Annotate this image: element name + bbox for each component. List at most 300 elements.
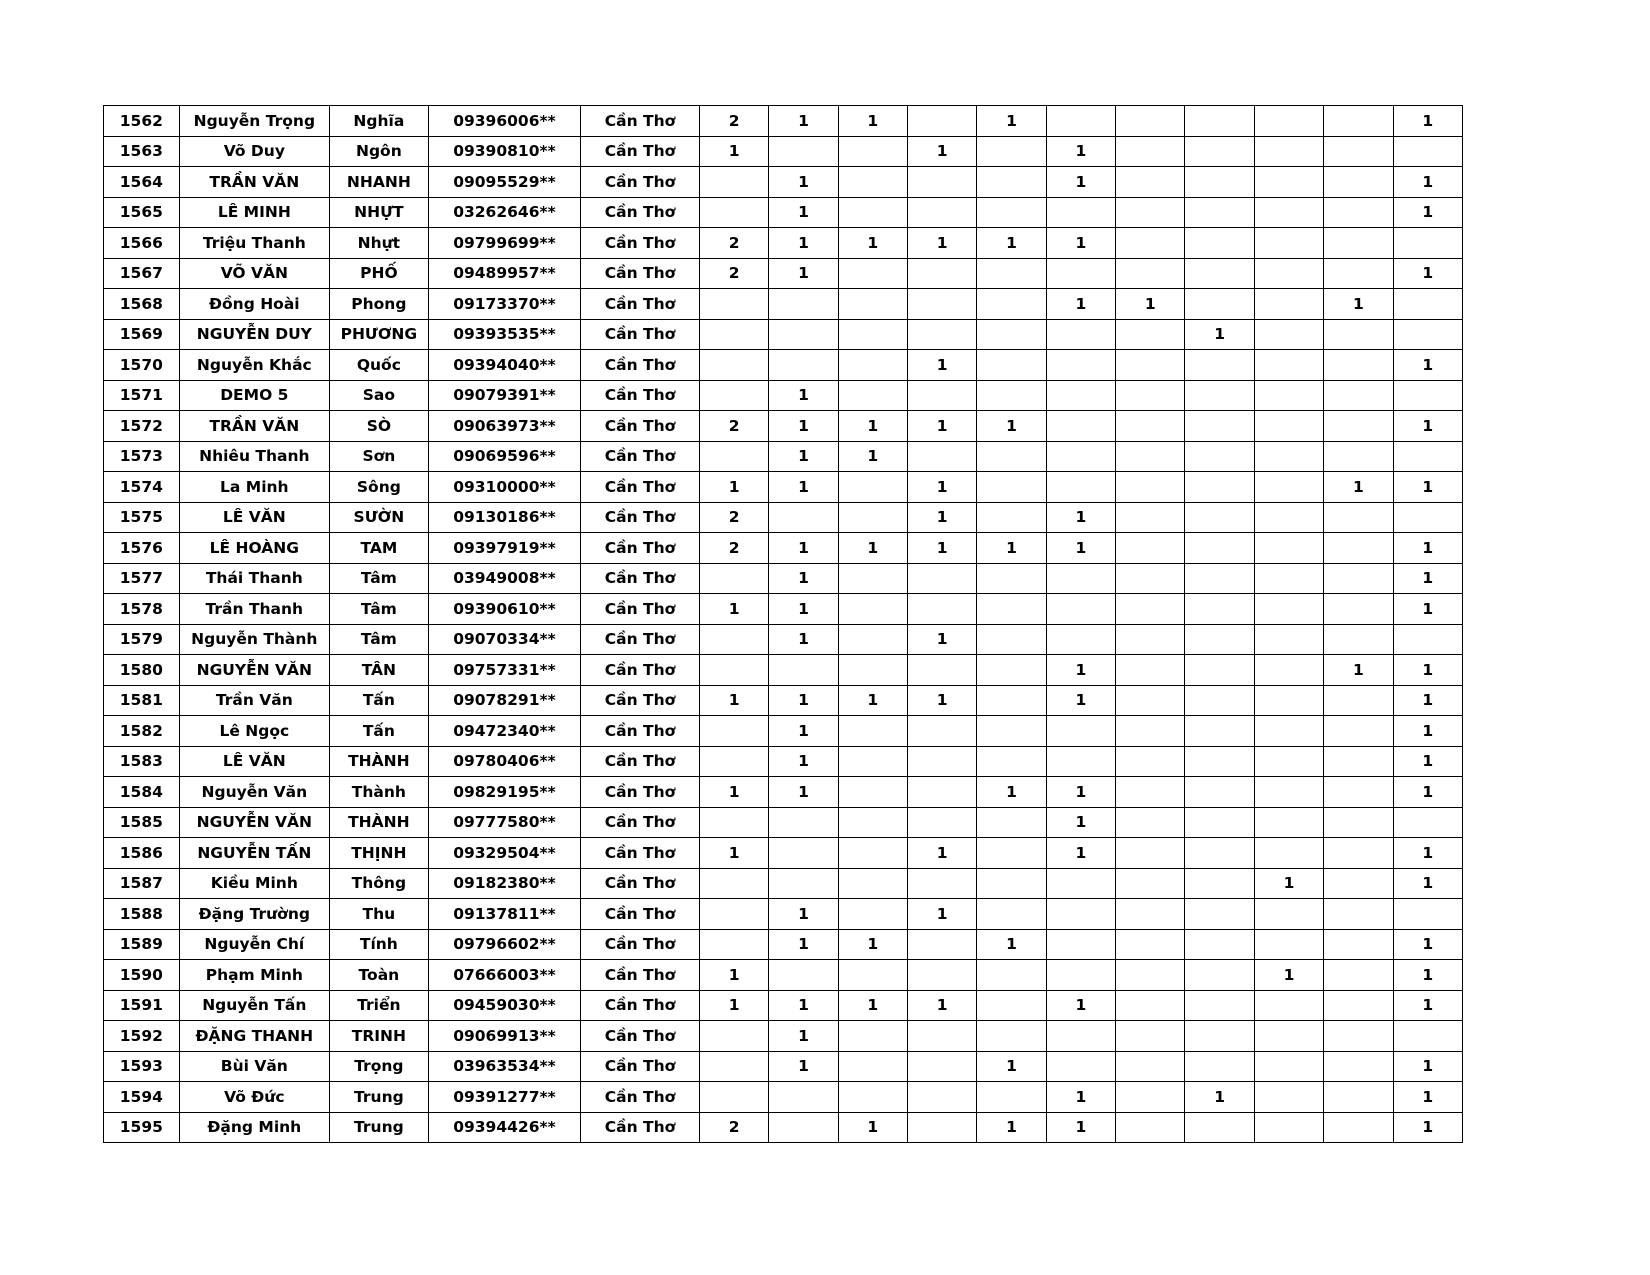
- cell-value: [1185, 136, 1254, 167]
- cell-stt: 1563: [104, 136, 180, 167]
- cell-area: Cần Thơ: [581, 136, 700, 167]
- cell-value: [1393, 624, 1462, 655]
- cell-value: 1: [769, 624, 838, 655]
- cell-value: 2: [699, 258, 768, 289]
- cell-phone: 09394426**: [428, 1112, 580, 1143]
- cell-value: [1046, 441, 1115, 472]
- cell-value: [977, 868, 1046, 899]
- cell-ho: NGUYỄN VĂN: [179, 655, 329, 686]
- cell-value: 1: [769, 594, 838, 625]
- cell-value: [1324, 441, 1393, 472]
- cell-stt: 1590: [104, 960, 180, 991]
- cell-value: 1: [769, 533, 838, 564]
- cell-stt: 1588: [104, 899, 180, 930]
- cell-stt: 1572: [104, 411, 180, 442]
- cell-value: [1185, 899, 1254, 930]
- cell-value: 1: [769, 746, 838, 777]
- cell-stt: 1574: [104, 472, 180, 503]
- cell-value: [1254, 594, 1323, 625]
- cell-ten: Sơn: [329, 441, 428, 472]
- cell-value: [699, 350, 768, 381]
- cell-value: [908, 289, 977, 320]
- cell-value: [1116, 167, 1185, 198]
- cell-value: [1254, 899, 1323, 930]
- cell-value: [1116, 502, 1185, 533]
- cell-ho: LÊ VĂN: [179, 746, 329, 777]
- cell-value: [1324, 319, 1393, 350]
- cell-value: 1: [699, 990, 768, 1021]
- cell-value: [1254, 624, 1323, 655]
- cell-ho: Phạm Minh: [179, 960, 329, 991]
- table-row: [104, 807, 1463, 838]
- cell-value: [699, 807, 768, 838]
- table-row: [104, 624, 1463, 655]
- cell-value: 1: [1393, 716, 1462, 747]
- cell-ten: NHANH: [329, 167, 428, 198]
- cell-ten: Tính: [329, 929, 428, 960]
- cell-value: 2: [699, 106, 768, 137]
- cell-value: 1: [769, 472, 838, 503]
- cell-value: 1: [769, 106, 838, 137]
- cell-value: 1: [1393, 960, 1462, 991]
- cell-value: [1185, 655, 1254, 686]
- cell-value: 1: [1254, 868, 1323, 899]
- cell-value: [1254, 197, 1323, 228]
- cell-stt: 1591: [104, 990, 180, 1021]
- cell-value: [1324, 411, 1393, 442]
- cell-phone: 09310000**: [428, 472, 580, 503]
- cell-value: 1: [838, 411, 907, 442]
- cell-value: [1254, 289, 1323, 320]
- cell-value: [977, 716, 1046, 747]
- cell-value: [1324, 807, 1393, 838]
- cell-phone: 09757331**: [428, 655, 580, 686]
- cell-value: [1254, 258, 1323, 289]
- cell-value: [977, 441, 1046, 472]
- cell-area: Cần Thơ: [581, 319, 700, 350]
- cell-value: [977, 472, 1046, 503]
- cell-ten: Tấn: [329, 716, 428, 747]
- cell-value: [1116, 990, 1185, 1021]
- cell-ho: Thái Thanh: [179, 563, 329, 594]
- cell-value: 1: [769, 685, 838, 716]
- cell-value: [977, 380, 1046, 411]
- cell-value: [1046, 960, 1115, 991]
- cell-area: Cần Thơ: [581, 380, 700, 411]
- cell-value: [1324, 899, 1393, 930]
- cell-value: [699, 197, 768, 228]
- cell-value: [1393, 319, 1462, 350]
- cell-value: [1046, 746, 1115, 777]
- cell-value: 1: [838, 441, 907, 472]
- cell-value: [1324, 502, 1393, 533]
- cell-value: 1: [1393, 777, 1462, 808]
- cell-value: [769, 868, 838, 899]
- cell-value: [1116, 350, 1185, 381]
- cell-value: [908, 655, 977, 686]
- cell-ten: NHỰT: [329, 197, 428, 228]
- cell-area: Cần Thơ: [581, 594, 700, 625]
- cell-value: [1185, 350, 1254, 381]
- cell-ho: Nguyễn Khắc: [179, 350, 329, 381]
- cell-value: [908, 807, 977, 838]
- cell-value: [1046, 411, 1115, 442]
- cell-ho: Nguyễn Trọng: [179, 106, 329, 137]
- cell-value: [1185, 838, 1254, 869]
- cell-value: 1: [1185, 1082, 1254, 1113]
- cell-value: [1185, 807, 1254, 838]
- cell-value: [699, 289, 768, 320]
- cell-value: [908, 594, 977, 625]
- cell-value: [1254, 1021, 1323, 1052]
- cell-value: [1324, 197, 1393, 228]
- cell-value: [1254, 380, 1323, 411]
- cell-value: [769, 655, 838, 686]
- cell-area: Cần Thơ: [581, 197, 700, 228]
- cell-value: [699, 563, 768, 594]
- cell-value: 1: [908, 502, 977, 533]
- cell-phone: 09796602**: [428, 929, 580, 960]
- cell-value: 1: [769, 899, 838, 930]
- cell-area: Cần Thơ: [581, 746, 700, 777]
- cell-area: Cần Thơ: [581, 563, 700, 594]
- cell-stt: 1577: [104, 563, 180, 594]
- cell-value: [699, 1051, 768, 1082]
- cell-value: [838, 594, 907, 625]
- cell-value: [1185, 563, 1254, 594]
- cell-value: 1: [1046, 777, 1115, 808]
- cell-value: [699, 624, 768, 655]
- cell-area: Cần Thơ: [581, 1021, 700, 1052]
- cell-value: 1: [699, 594, 768, 625]
- cell-value: [1185, 472, 1254, 503]
- cell-value: 1: [1046, 167, 1115, 198]
- cell-value: 1: [908, 411, 977, 442]
- cell-value: 1: [699, 685, 768, 716]
- cell-value: [1254, 563, 1323, 594]
- cell-ho: LÊ VĂN: [179, 502, 329, 533]
- cell-value: [1116, 228, 1185, 259]
- cell-value: [1046, 929, 1115, 960]
- cell-value: [1185, 197, 1254, 228]
- cell-value: [1185, 533, 1254, 564]
- cell-value: 2: [699, 228, 768, 259]
- cell-stt: 1586: [104, 838, 180, 869]
- cell-value: [1254, 990, 1323, 1021]
- cell-value: 1: [1393, 533, 1462, 564]
- cell-value: [699, 716, 768, 747]
- table-row: [104, 899, 1463, 930]
- cell-value: 1: [1393, 746, 1462, 777]
- cell-value: [769, 350, 838, 381]
- cell-value: [1254, 472, 1323, 503]
- cell-value: 1: [838, 228, 907, 259]
- cell-value: [1393, 502, 1462, 533]
- cell-value: [838, 716, 907, 747]
- cell-value: [769, 319, 838, 350]
- cell-value: [769, 838, 838, 869]
- cell-value: 1: [908, 228, 977, 259]
- cell-value: 1: [1393, 167, 1462, 198]
- cell-value: [1185, 167, 1254, 198]
- cell-ten: Tâm: [329, 594, 428, 625]
- cell-value: [977, 319, 1046, 350]
- cell-value: [908, 563, 977, 594]
- cell-value: [1185, 929, 1254, 960]
- cell-value: 1: [838, 990, 907, 1021]
- cell-value: [838, 746, 907, 777]
- cell-ten: TAM: [329, 533, 428, 564]
- table-row: [104, 106, 1463, 137]
- cell-value: [1254, 411, 1323, 442]
- cell-phone: 09396006**: [428, 106, 580, 137]
- cell-value: [1324, 136, 1393, 167]
- cell-value: 1: [699, 472, 768, 503]
- cell-value: [1185, 1021, 1254, 1052]
- cell-value: 1: [769, 1021, 838, 1052]
- cell-value: 1: [1393, 685, 1462, 716]
- cell-value: 1: [1393, 594, 1462, 625]
- table-row: [104, 350, 1463, 381]
- cell-value: 1: [1254, 960, 1323, 991]
- cell-value: [1046, 716, 1115, 747]
- cell-area: Cần Thơ: [581, 350, 700, 381]
- cell-stt: 1594: [104, 1082, 180, 1113]
- cell-value: [838, 1051, 907, 1082]
- cell-ten: THỊNH: [329, 838, 428, 869]
- cell-value: [1185, 411, 1254, 442]
- cell-value: 1: [699, 777, 768, 808]
- cell-value: [838, 838, 907, 869]
- cell-value: 1: [977, 533, 1046, 564]
- cell-value: [908, 929, 977, 960]
- cell-ten: Nghĩa: [329, 106, 428, 137]
- cell-value: 1: [838, 106, 907, 137]
- cell-value: [1324, 746, 1393, 777]
- cell-value: 1: [1393, 868, 1462, 899]
- cell-value: 1: [977, 929, 1046, 960]
- cell-phone: 09095529**: [428, 167, 580, 198]
- cell-value: [838, 563, 907, 594]
- cell-value: [1185, 106, 1254, 137]
- cell-value: [1116, 594, 1185, 625]
- cell-value: [1116, 258, 1185, 289]
- table-row: [104, 136, 1463, 167]
- cell-ho: NGUYỄN DUY: [179, 319, 329, 350]
- cell-stt: 1579: [104, 624, 180, 655]
- cell-ho: Kiều Minh: [179, 868, 329, 899]
- cell-value: [1116, 929, 1185, 960]
- cell-ten: Thành: [329, 777, 428, 808]
- cell-value: [1116, 1051, 1185, 1082]
- cell-area: Cần Thơ: [581, 1051, 700, 1082]
- cell-ho: LÊ HOÀNG: [179, 533, 329, 564]
- cell-phone: 09472340**: [428, 716, 580, 747]
- cell-area: Cần Thơ: [581, 838, 700, 869]
- cell-area: Cần Thơ: [581, 533, 700, 564]
- cell-stt: 1568: [104, 289, 180, 320]
- cell-value: [1116, 411, 1185, 442]
- cell-value: [908, 197, 977, 228]
- cell-value: [977, 655, 1046, 686]
- cell-phone: 07666003**: [428, 960, 580, 991]
- cell-value: [1185, 441, 1254, 472]
- cell-ho: LÊ MINH: [179, 197, 329, 228]
- cell-value: [1324, 533, 1393, 564]
- cell-ho: VÕ VĂN: [179, 258, 329, 289]
- cell-value: [1116, 655, 1185, 686]
- cell-value: [769, 1112, 838, 1143]
- cell-value: [838, 289, 907, 320]
- cell-area: Cần Thơ: [581, 441, 700, 472]
- table-row: [104, 1112, 1463, 1143]
- cell-stt: 1585: [104, 807, 180, 838]
- cell-value: [977, 350, 1046, 381]
- cell-value: 1: [1393, 838, 1462, 869]
- cell-value: 1: [908, 472, 977, 503]
- cell-value: 1: [699, 136, 768, 167]
- cell-value: [699, 868, 768, 899]
- cell-ho: Đồng Hoài: [179, 289, 329, 320]
- cell-value: 1: [1393, 411, 1462, 442]
- table-row: [104, 472, 1463, 503]
- cell-value: [838, 319, 907, 350]
- table-row: [104, 990, 1463, 1021]
- cell-value: 2: [699, 411, 768, 442]
- cell-value: [1116, 441, 1185, 472]
- cell-value: [1254, 838, 1323, 869]
- cell-value: [1185, 960, 1254, 991]
- cell-value: [1185, 624, 1254, 655]
- cell-value: [908, 380, 977, 411]
- cell-value: [1116, 746, 1185, 777]
- cell-ho: Bùi Văn: [179, 1051, 329, 1082]
- cell-value: [1254, 136, 1323, 167]
- cell-phone: 09329504**: [428, 838, 580, 869]
- cell-value: 1: [1393, 1051, 1462, 1082]
- cell-value: [838, 472, 907, 503]
- cell-value: [838, 380, 907, 411]
- cell-value: [1324, 716, 1393, 747]
- cell-value: [1116, 472, 1185, 503]
- cell-area: Cần Thơ: [581, 167, 700, 198]
- cell-value: [1116, 136, 1185, 167]
- cell-value: [1116, 533, 1185, 564]
- cell-value: [1116, 380, 1185, 411]
- cell-ten: PHƯƠNG: [329, 319, 428, 350]
- cell-value: 1: [908, 899, 977, 930]
- cell-value: [769, 1082, 838, 1113]
- table-row: [104, 929, 1463, 960]
- cell-ho: Trần Thanh: [179, 594, 329, 625]
- cell-value: [1324, 350, 1393, 381]
- cell-phone: 09173370**: [428, 289, 580, 320]
- cell-value: 1: [1046, 990, 1115, 1021]
- cell-value: [977, 746, 1046, 777]
- cell-ten: THÀNH: [329, 807, 428, 838]
- table-row: [104, 777, 1463, 808]
- cell-phone: 09394040**: [428, 350, 580, 381]
- cell-stt: 1587: [104, 868, 180, 899]
- cell-value: 1: [769, 380, 838, 411]
- cell-ho: DEMO 5: [179, 380, 329, 411]
- cell-value: [977, 624, 1046, 655]
- cell-value: 1: [1046, 136, 1115, 167]
- cell-ten: PHỐ: [329, 258, 428, 289]
- cell-ho: Trần Văn: [179, 685, 329, 716]
- cell-value: 1: [769, 716, 838, 747]
- cell-ten: Nhựt: [329, 228, 428, 259]
- cell-value: 1: [838, 1112, 907, 1143]
- cell-value: 1: [1393, 350, 1462, 381]
- cell-value: [1254, 1082, 1323, 1113]
- cell-value: [1185, 1051, 1254, 1082]
- cell-value: [1324, 563, 1393, 594]
- cell-ten: Sao: [329, 380, 428, 411]
- cell-value: [977, 1021, 1046, 1052]
- cell-phone: 09137811**: [428, 899, 580, 930]
- cell-value: [699, 319, 768, 350]
- table-row: [104, 1021, 1463, 1052]
- cell-value: [1324, 228, 1393, 259]
- cell-value: [1324, 258, 1393, 289]
- cell-value: [1185, 289, 1254, 320]
- cell-value: [838, 655, 907, 686]
- cell-value: [1254, 106, 1323, 137]
- table-row: [104, 502, 1463, 533]
- cell-value: [1254, 167, 1323, 198]
- cell-value: [977, 1082, 1046, 1113]
- cell-value: 1: [908, 533, 977, 564]
- cell-value: [1116, 563, 1185, 594]
- cell-stt: 1578: [104, 594, 180, 625]
- cell-value: [699, 1082, 768, 1113]
- cell-value: [1254, 1112, 1323, 1143]
- participant-table: [103, 105, 1463, 1143]
- cell-value: [1116, 960, 1185, 991]
- cell-area: Cần Thơ: [581, 472, 700, 503]
- table-row: [104, 197, 1463, 228]
- cell-value: [1324, 1021, 1393, 1052]
- cell-value: [769, 502, 838, 533]
- cell-area: Cần Thơ: [581, 258, 700, 289]
- table-row: [104, 838, 1463, 869]
- cell-value: [769, 289, 838, 320]
- cell-value: [908, 1082, 977, 1113]
- cell-phone: 09829195**: [428, 777, 580, 808]
- table-row: [104, 1082, 1463, 1113]
- cell-value: [1185, 502, 1254, 533]
- table-row: [104, 1051, 1463, 1082]
- cell-value: 1: [908, 990, 977, 1021]
- cell-value: [908, 1112, 977, 1143]
- cell-value: [838, 502, 907, 533]
- cell-value: [1185, 228, 1254, 259]
- table-row: [104, 441, 1463, 472]
- cell-area: Cần Thơ: [581, 624, 700, 655]
- cell-ho: Lê Ngọc: [179, 716, 329, 747]
- cell-value: [838, 136, 907, 167]
- cell-stt: 1566: [104, 228, 180, 259]
- cell-value: [1254, 685, 1323, 716]
- cell-value: [908, 960, 977, 991]
- cell-value: 1: [1046, 807, 1115, 838]
- cell-value: [1254, 533, 1323, 564]
- cell-ten: Thu: [329, 899, 428, 930]
- cell-value: [838, 167, 907, 198]
- cell-ho: Nguyễn Tấn: [179, 990, 329, 1021]
- cell-ho: ĐẶNG THANH: [179, 1021, 329, 1052]
